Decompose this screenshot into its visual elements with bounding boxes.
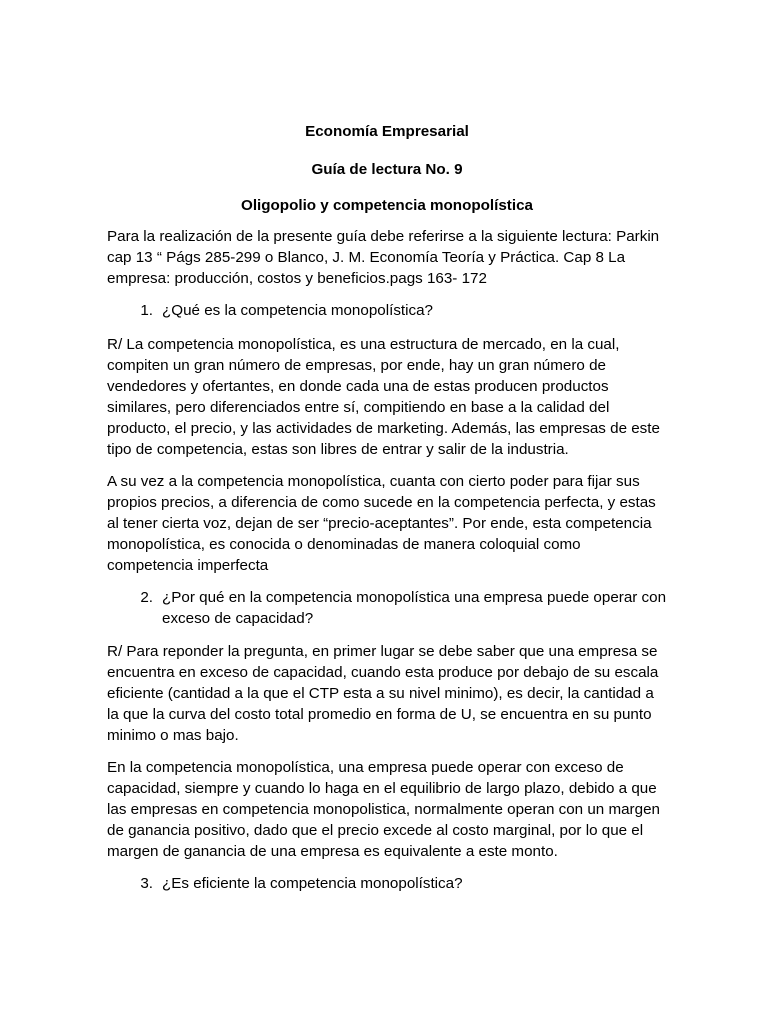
question-number: 3. <box>140 875 153 892</box>
document-body <box>107 121 667 905</box>
answer-paragraph: R/ La competencia monopolística, es una estructura de mercado, en la cual, compiten un gran número de empresas, por ende, hay un gran número de vendedores y ofertantes, en donde cada una de estas producen productos similares, pero diferenciados entre sí, compitiendo en base a la calidad del producto, el precio, y las actividades de marketing. Además, las empresas de este tipo de competencia, estas son libres de entrar y salir de la industria. <box>107 336 660 458</box>
question-item <box>107 300 667 321</box>
answer-paragraph: En la competencia monopolística, una empresa puede operar con exceso de capacidad, siempre y cuando lo haga en el equilibrio de largo plazo, debido a que las empresas en competencia monopolistica, normalmente operan con un margen de ganancia positivo, dado que el precio excede al costo marginal, por lo que el margen de ganancia de una empresa es equivalente a este monto. <box>107 759 660 860</box>
answer-paragraph: R/ Para reponder la pregunta, en primer lugar se debe saber que una empresa se encuentra en exceso de capacidad, cuando esta produce por debajo de su escala eficiente (cantidad a la que el CTP esta a su nivel minimo), es decir, la cantidad a la que la curva del costo total promedio en forma de U, se encuentra en su punto minimo o mas bajo. <box>107 643 659 744</box>
document-topic: Oligopolio y competencia monopolística <box>241 197 533 214</box>
answer-paragraph: A su vez a la competencia monopolística, cuanta con cierto poder para fijar sus propios precios, a diferencia de como sucede en la competencia perfecta, y estas al tener cierta voz, dejan de ser “precio-aceptantes”. Por ende, esta competencia monopolística, es conocida o denominadas de manera coloquial como competencia imperfecta <box>107 473 656 574</box>
question-number: 2. <box>140 589 153 606</box>
question-text: ¿Qué es la competencia monopolística? <box>162 302 433 319</box>
document-title: Economía Empresarial <box>305 123 469 140</box>
question-item <box>107 587 667 629</box>
question-text: ¿Es eficiente la competencia monopolística? <box>162 875 463 892</box>
question-text: ¿Por qué en la competencia monopolística una empresa puede operar con exceso de capacidad? <box>162 589 667 627</box>
question-number: 1. <box>140 302 153 319</box>
question-item <box>107 873 667 894</box>
document-subtitle: Guía de lectura No. 9 <box>311 161 463 178</box>
intro-paragraph: Para la realización de la presente guía debe referirse a la siguiente lectura: Parkin cap 13 “ Págs 285-299 o Blanco, J. M. Economía Teoría y Práctica. Cap 8 La empresa: producción, costos y beneficios.pags 163- 172 <box>107 228 660 287</box>
